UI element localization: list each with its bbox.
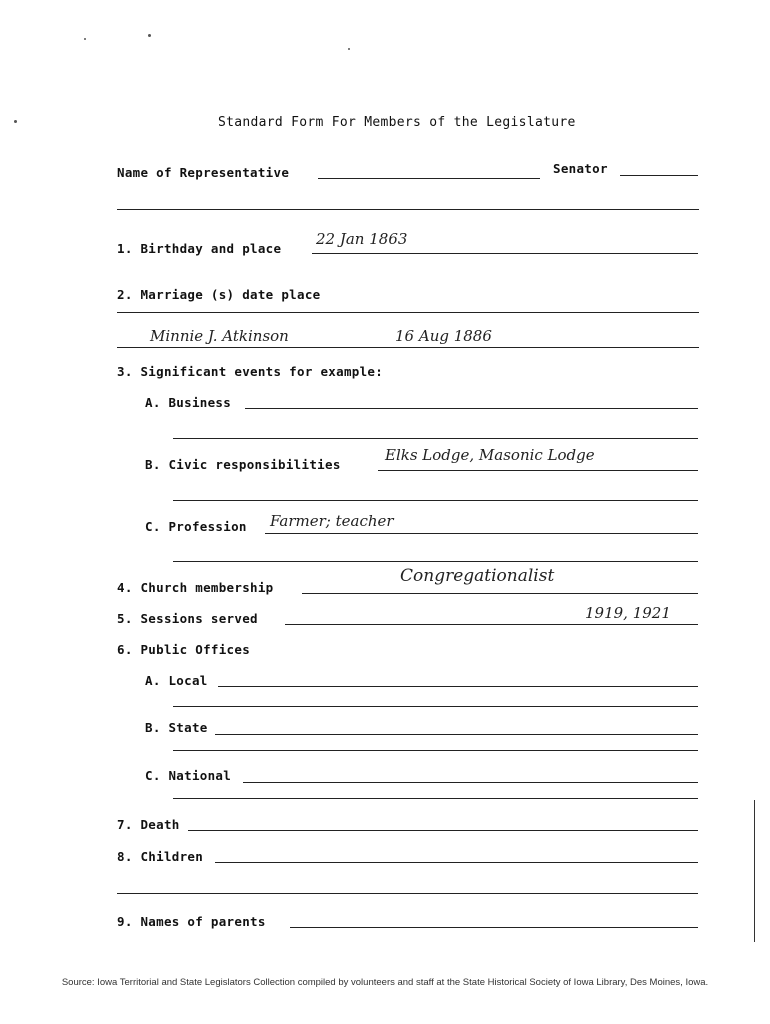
marriage-line2 (117, 347, 699, 348)
children-line2 (117, 893, 698, 894)
marriage-date: 16 Aug 1886 (395, 327, 492, 345)
local-label: A. Local (145, 673, 208, 688)
church-value: Congregationalist (400, 566, 555, 586)
profession-label: C. Profession (145, 519, 247, 534)
national-line2 (173, 798, 698, 799)
state-label: B. State (145, 720, 208, 735)
business-label: A. Business (145, 395, 232, 410)
death-label: 7. Death (117, 817, 180, 832)
form-title: Standard Form For Members of the Legislature (218, 115, 576, 130)
representative-line2 (117, 209, 699, 210)
parents-label: 9. Names of parents (117, 914, 266, 929)
scan-edge-line (754, 800, 755, 942)
national-label: C. National (145, 768, 232, 783)
church-label: 4. Church membership (117, 580, 274, 595)
source-footer: Source: Iowa Territorial and State Legislators Collection compiled by volunteers and staff at the State Historical Society of Iowa Library, Des Moines, Iowa. (61, 977, 709, 988)
scan-speck (348, 48, 350, 50)
scan-speck (84, 38, 86, 40)
birthday-label: 1. Birthday and place (117, 241, 282, 256)
profession-line2 (173, 561, 698, 562)
state-line2 (173, 750, 698, 751)
birthday-line (312, 253, 698, 254)
civic-label: B. Civic responsibilities (145, 457, 341, 472)
senator-label: Senator (553, 161, 608, 176)
birthday-value: 22 Jan 1863 (316, 230, 408, 248)
offices-label: 6. Public Offices (117, 642, 251, 657)
church-line (302, 593, 698, 594)
profession-line1 (265, 533, 698, 534)
sessions-label: 5. Sessions served (117, 611, 258, 626)
civic-line1 (378, 470, 698, 471)
state-line1 (215, 734, 698, 735)
marriage-label: 2. Marriage (s) date place (117, 287, 321, 302)
senator-line (620, 175, 698, 176)
business-line2 (173, 438, 698, 439)
scan-speck (148, 34, 151, 37)
civic-value: Elks Lodge, Masonic Lodge (385, 446, 595, 464)
sessions-line (285, 624, 698, 625)
business-line1 (245, 408, 698, 409)
marriage-value: Minnie J. Atkinson (150, 327, 289, 345)
parents-line (290, 927, 698, 928)
marriage-line1 (117, 312, 699, 313)
national-line1 (243, 782, 698, 783)
scan-speck (14, 120, 17, 123)
local-line2 (173, 706, 698, 707)
representative-label: Name of Representative (117, 165, 290, 180)
civic-line2 (173, 500, 698, 501)
death-line (188, 830, 698, 831)
sessions-years: 1919, 1921 (585, 604, 671, 622)
children-line1 (215, 862, 698, 863)
children-label: 8. Children (117, 849, 204, 864)
events-label: 3. Significant events for example: (117, 364, 384, 379)
profession-value: Farmer; teacher (270, 512, 394, 530)
local-line1 (218, 686, 698, 687)
representative-line (318, 178, 540, 179)
